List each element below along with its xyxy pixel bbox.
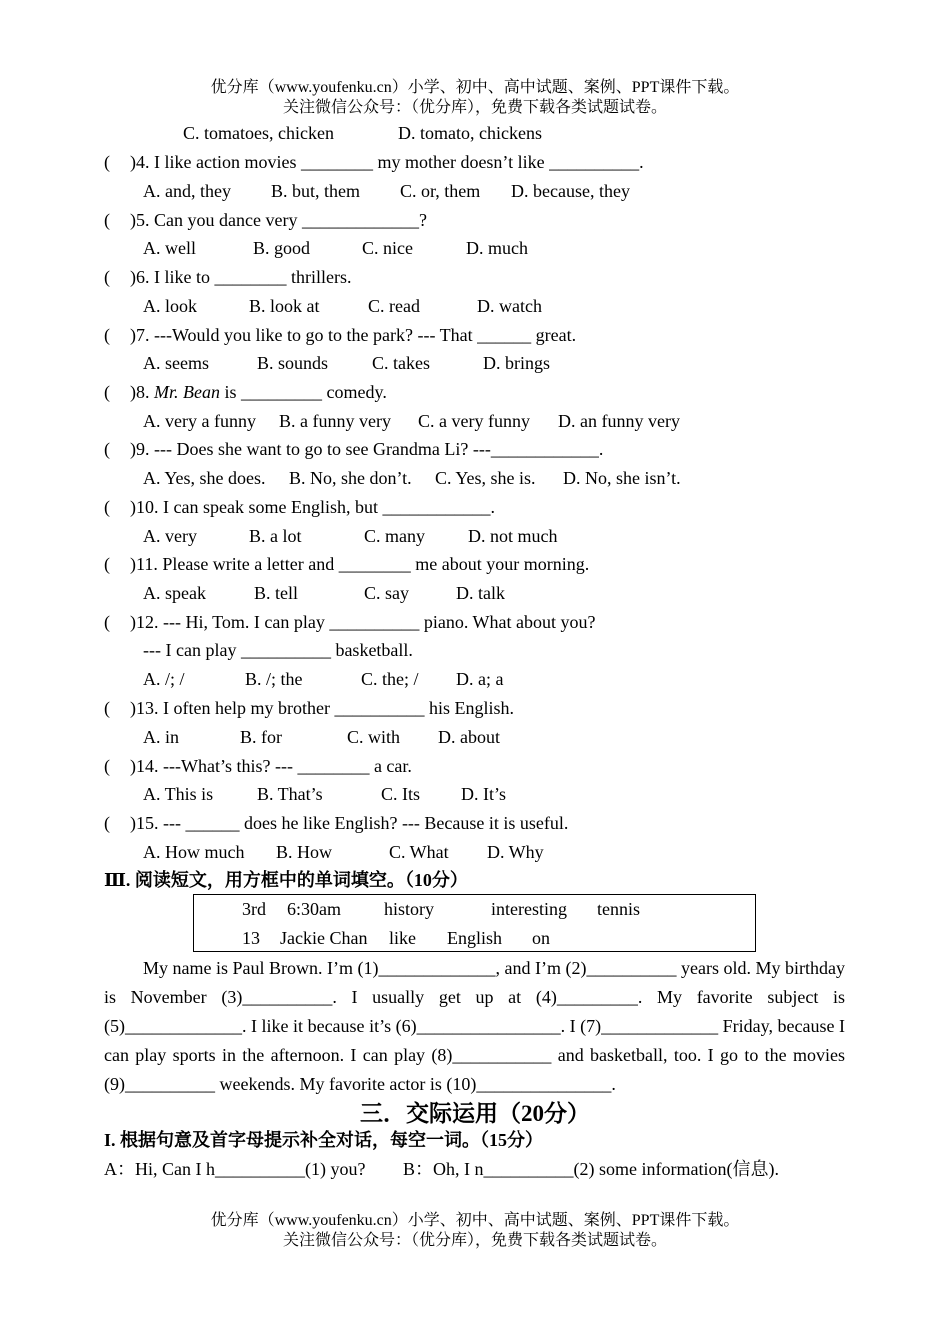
option: B. look at bbox=[249, 296, 320, 316]
word-box-item: 13 bbox=[242, 928, 260, 948]
option: C. read bbox=[368, 296, 420, 316]
option: B. That’s bbox=[257, 784, 323, 804]
q3-option-d: D. tomato, chickens bbox=[398, 123, 542, 143]
footer-line-2: 关注微信公众号：（优分库），免费下载各类试题试卷。 bbox=[282, 1232, 667, 1249]
option: A. very a funny bbox=[143, 411, 256, 431]
option: C. say bbox=[364, 583, 409, 603]
answer-paren: ( bbox=[104, 554, 110, 574]
option: A. look bbox=[143, 296, 197, 316]
dialog-line-b: B：Oh, I n__________(2) some information(信息). bbox=[403, 1159, 779, 1179]
header-line-1: 优分库（www.youfenku.cn）小学、初中、高中试题、案例、PPT课件下载。 bbox=[210, 79, 740, 96]
question-text: )13. I often help my brother __________ his English. bbox=[130, 698, 514, 718]
word-box-item: tennis bbox=[597, 899, 640, 919]
question-text: )10. I can speak some English, but ____________. bbox=[130, 497, 495, 517]
option: D. because, they bbox=[511, 181, 630, 201]
option: D. No, she isn’t. bbox=[563, 468, 681, 488]
option: B. but, them bbox=[271, 181, 360, 201]
option: A. and, they bbox=[143, 181, 231, 201]
answer-paren: ( bbox=[104, 210, 110, 230]
word-box bbox=[193, 894, 756, 952]
q3-option-c: C. tomatoes, chicken bbox=[183, 123, 334, 143]
option: D. a; a bbox=[456, 669, 504, 689]
question-text: )5. Can you dance very _____________? bbox=[130, 210, 427, 230]
option: B. /; the bbox=[245, 669, 303, 689]
option: C. a very funny bbox=[418, 411, 530, 431]
part-3-subtitle: I. 根据句意及首字母提示补全对话，每空一词。（15分） bbox=[104, 1130, 544, 1150]
answer-paren: ( bbox=[104, 439, 110, 459]
option: D. not much bbox=[468, 526, 558, 546]
option: C. the; / bbox=[361, 669, 419, 689]
option: C. takes bbox=[372, 353, 430, 373]
question-text: )4. I like action movies ________ my mother doesn’t like __________. bbox=[130, 152, 644, 172]
option: C. Yes, she is. bbox=[435, 468, 536, 488]
option: D. talk bbox=[456, 583, 505, 603]
title-italic: Mr. Bean bbox=[154, 382, 220, 402]
word-box-item: like bbox=[389, 928, 416, 948]
dialog-line-a: A：Hi, Can I h__________(1) you? bbox=[104, 1159, 366, 1179]
footer-line-1: 优分库（www.youfenku.cn）小学、初中、高中试题、案例、PPT课件下载。 bbox=[210, 1212, 740, 1229]
question-text: )6. I like to ________ thrillers. bbox=[130, 267, 352, 287]
word-box-item: Jackie Chan bbox=[280, 928, 368, 948]
option: B. No, she don’t. bbox=[289, 468, 412, 488]
question-text: )11. Please write a letter and ________ me about your morning. bbox=[130, 554, 590, 574]
answer-paren: ( bbox=[104, 382, 110, 402]
answer-paren: ( bbox=[104, 813, 110, 833]
question-text: )14. ---What’s this? --- ________ a car. bbox=[130, 756, 412, 776]
option: A. /; / bbox=[143, 669, 185, 689]
option: D. an funny very bbox=[558, 411, 680, 431]
option: C. many bbox=[364, 526, 425, 546]
answer-paren: ( bbox=[104, 497, 110, 517]
option: B. good bbox=[253, 238, 311, 258]
word-box-item: English bbox=[447, 928, 503, 948]
question-suffix: is _________ comedy. bbox=[220, 382, 387, 402]
option: A. Yes, she does. bbox=[143, 468, 266, 488]
answer-paren: ( bbox=[104, 612, 110, 632]
option: B. a lot bbox=[249, 526, 302, 546]
question-text bbox=[130, 381, 387, 403]
option: D. much bbox=[466, 238, 528, 258]
option: B. tell bbox=[254, 583, 298, 603]
question-text-line2: --- I can play __________ basketball. bbox=[143, 640, 413, 660]
option: B. for bbox=[240, 727, 282, 747]
part-3-title: 三．交际运用（20分） bbox=[360, 1101, 590, 1126]
answer-paren: ( bbox=[104, 325, 110, 345]
answer-paren: ( bbox=[104, 267, 110, 287]
question-text: )12. --- Hi, Tom. I can play __________ piano. What about you? bbox=[130, 612, 596, 632]
option: A. very bbox=[143, 526, 197, 546]
question-text: )15. --- ______ does he like English? --- Because it is useful. bbox=[130, 813, 569, 833]
question-text: )7. ---Would you like to go to the park? --- That ______ great. bbox=[130, 325, 577, 345]
answer-paren: ( bbox=[104, 756, 110, 776]
option: D. brings bbox=[483, 353, 550, 373]
option: A. speak bbox=[143, 583, 206, 603]
question-text: )9. --- Does she want to go to see Grandma Li? ---____________. bbox=[130, 439, 604, 459]
option: B. a funny very bbox=[279, 411, 391, 431]
section-3-title: Ⅲ. 阅读短文，用方框中的单词填空。（10分） bbox=[104, 870, 468, 890]
option: A. well bbox=[143, 238, 196, 258]
option: C. What bbox=[389, 842, 449, 862]
option: C. Its bbox=[381, 784, 421, 804]
word-box-item: interesting bbox=[491, 899, 567, 919]
word-box-item: 3rd bbox=[242, 899, 266, 919]
option: B. sounds bbox=[257, 353, 329, 373]
option: B. How bbox=[276, 842, 333, 862]
word-box-item: on bbox=[532, 928, 550, 948]
option: D. It’s bbox=[461, 784, 506, 804]
option: D. Why bbox=[487, 842, 544, 862]
option: C. with bbox=[347, 727, 401, 747]
option: C. or, them bbox=[400, 181, 481, 201]
word-box-item: 6:30am bbox=[287, 899, 341, 919]
answer-paren: ( bbox=[104, 152, 110, 172]
header-line-2: 关注微信公众号：（优分库），免费下载各类试题试卷。 bbox=[282, 99, 667, 116]
question-prefix: )8. bbox=[130, 382, 154, 402]
option: A. seems bbox=[143, 353, 209, 373]
option: D. about bbox=[438, 727, 500, 747]
word-box-item: history bbox=[384, 899, 435, 919]
option: A. in bbox=[143, 727, 179, 747]
option: C. nice bbox=[362, 238, 413, 258]
option: D. watch bbox=[477, 296, 542, 316]
reading-passage: My name is Paul Brown. I’m (1)_____________, and I’m (2)__________ years old. My birthday is November (3)__________. I usually get up at (4)_________. My favorite subject is (5)_____________. I like it because it’s (6)________________. I (7)_____________ Friday, because I can play sports in the afternoon. I can play (8)___________ and basketball, too. I go to the movies (9)__________ weekends. My favorite actor is (10)_______________. bbox=[104, 958, 845, 1094]
option: A. How much bbox=[143, 842, 245, 862]
answer-paren: ( bbox=[104, 698, 110, 718]
option: A. This is bbox=[143, 784, 214, 804]
